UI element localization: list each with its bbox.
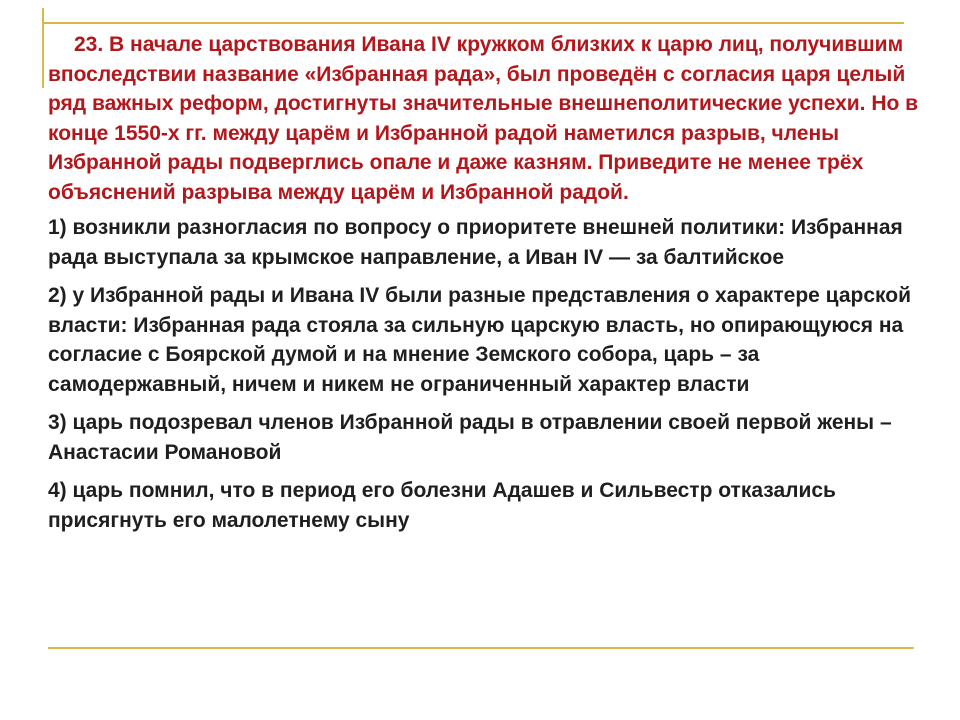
decorative-bottom-rule bbox=[48, 647, 914, 649]
answer-item-2: 2) у Избранной рады и Ивана IV были разные представления о характере царской власти: Избранная рада стояла за сильную царскую власть, но опирающуюся на согласие с Боярской думой и на мнение Земского собора, царь – за самодержавный, ничем и никем не ограниченный характер власти bbox=[48, 284, 912, 396]
answer-item-1: 1) возникли разногласия по вопросу о приоритете внешней политики: Избранная рада выступала за крымское направление, а Иван IV — за балтийское bbox=[48, 216, 903, 269]
decorative-left-rule bbox=[42, 8, 44, 88]
answer-item-3: 3) царь подозревал членов Избранной рады в отравлении своей первой жены – Анастасии Романовой bbox=[48, 411, 892, 464]
answer-item-4: 4) царь помнил, что в период его болезни Адашев и Сильвестр отказались присягнуть его малолетнему сыну bbox=[48, 479, 836, 532]
decorative-top-rule bbox=[42, 22, 904, 24]
question-text: 23. В начале царствования Ивана IV кружком близких к царю лиц, получившим впоследствии название «Избранная рада», был проведён с согласия царя целый ряд важных реформ, достигнуты значительные внешнеполитические успехи. Но в конце 1550-х гг. между царём и Избранной радой наметился разрыв, члены Избранной рады подверглись опале и даже казням. Приведите не менее трёх объяснений разрыва между царём и Избранной радой. bbox=[48, 33, 919, 204]
slide-content bbox=[48, 30, 928, 544]
